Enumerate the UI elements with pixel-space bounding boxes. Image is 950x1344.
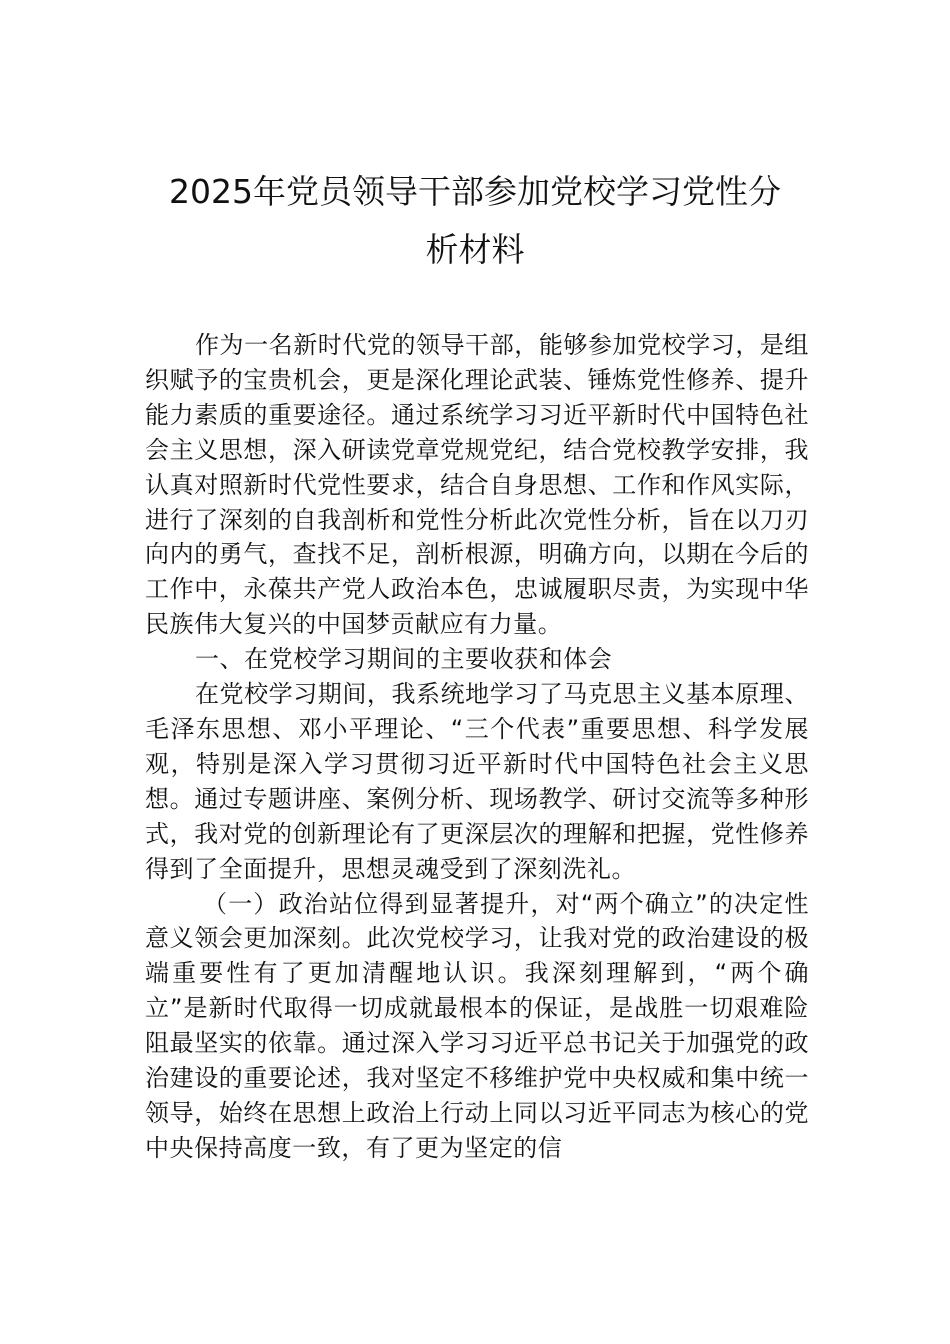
section-heading-1: 一、在党校学习期间的主要收获和体会 [195, 645, 613, 674]
subsection-1-paragraph: （一）政治站位得到显著提升，对“两个确立”的决定性意义领会更加深刻。此次党校学习，让我对党的政治建设的极端重要性有了更加清醒地认识。我深刻理解到，“两个确立”是新时代取得一切成就最根本的保证，是战胜一切艰难险阻最坚实的依靠。通过深入学习习近平总书记关于加强党的政治建设的重要论述，我对坚定不移维护党中央权威和集中统一领导，始终在思想上政治上行动上同以习近平同志为核心的党中央保持高度一致，有了更为坚定的信 [145, 889, 809, 1162]
title-line-1: 2025年党员领导干部参加党校学习党性分 [169, 172, 781, 211]
section-1-paragraph: 在党校学习期间，我系统地学习了马克思主义基本原理、毛泽东思想、邓小平理论、“三个代表”重要思想、科学发展观，特别是深入学习贯彻习近平新时代中国特色社会主义思想。通过专题讲座、案例分析、现场教学、研讨交流等多种形式，我对党的创新理论有了更深层次的理解和把握，党性修养得到了全面提升，思想灵魂受到了深刻洗礼。 [145, 680, 809, 883]
intro-paragraph: 作为一名新时代党的领导干部，能够参加党校学习，是组织赋予的宝贵机会，更是深化理论武装、锤炼党性修养、提升能力素质的重要途径。通过系统学习习近平新时代中国特色社会主义思想，深入研读党章党规党纪，结合党校教学安排，我认真对照新时代党性要求，结合自身思想、工作和作风实际，进行了深刻的自我剖析和党性分析此次党性分析，旨在以刀刃向内的勇气，查找不足，剖析根源，明确方向，以期在今后的工作中，永葆共产党人政治本色，忠诚履职尽责，为实现中华民族伟大复兴的中国梦贡献应有力量。 [145, 331, 809, 639]
document-title [140, 163, 810, 279]
title-line-2: 析材料 [425, 230, 525, 269]
document-body [145, 328, 809, 1166]
